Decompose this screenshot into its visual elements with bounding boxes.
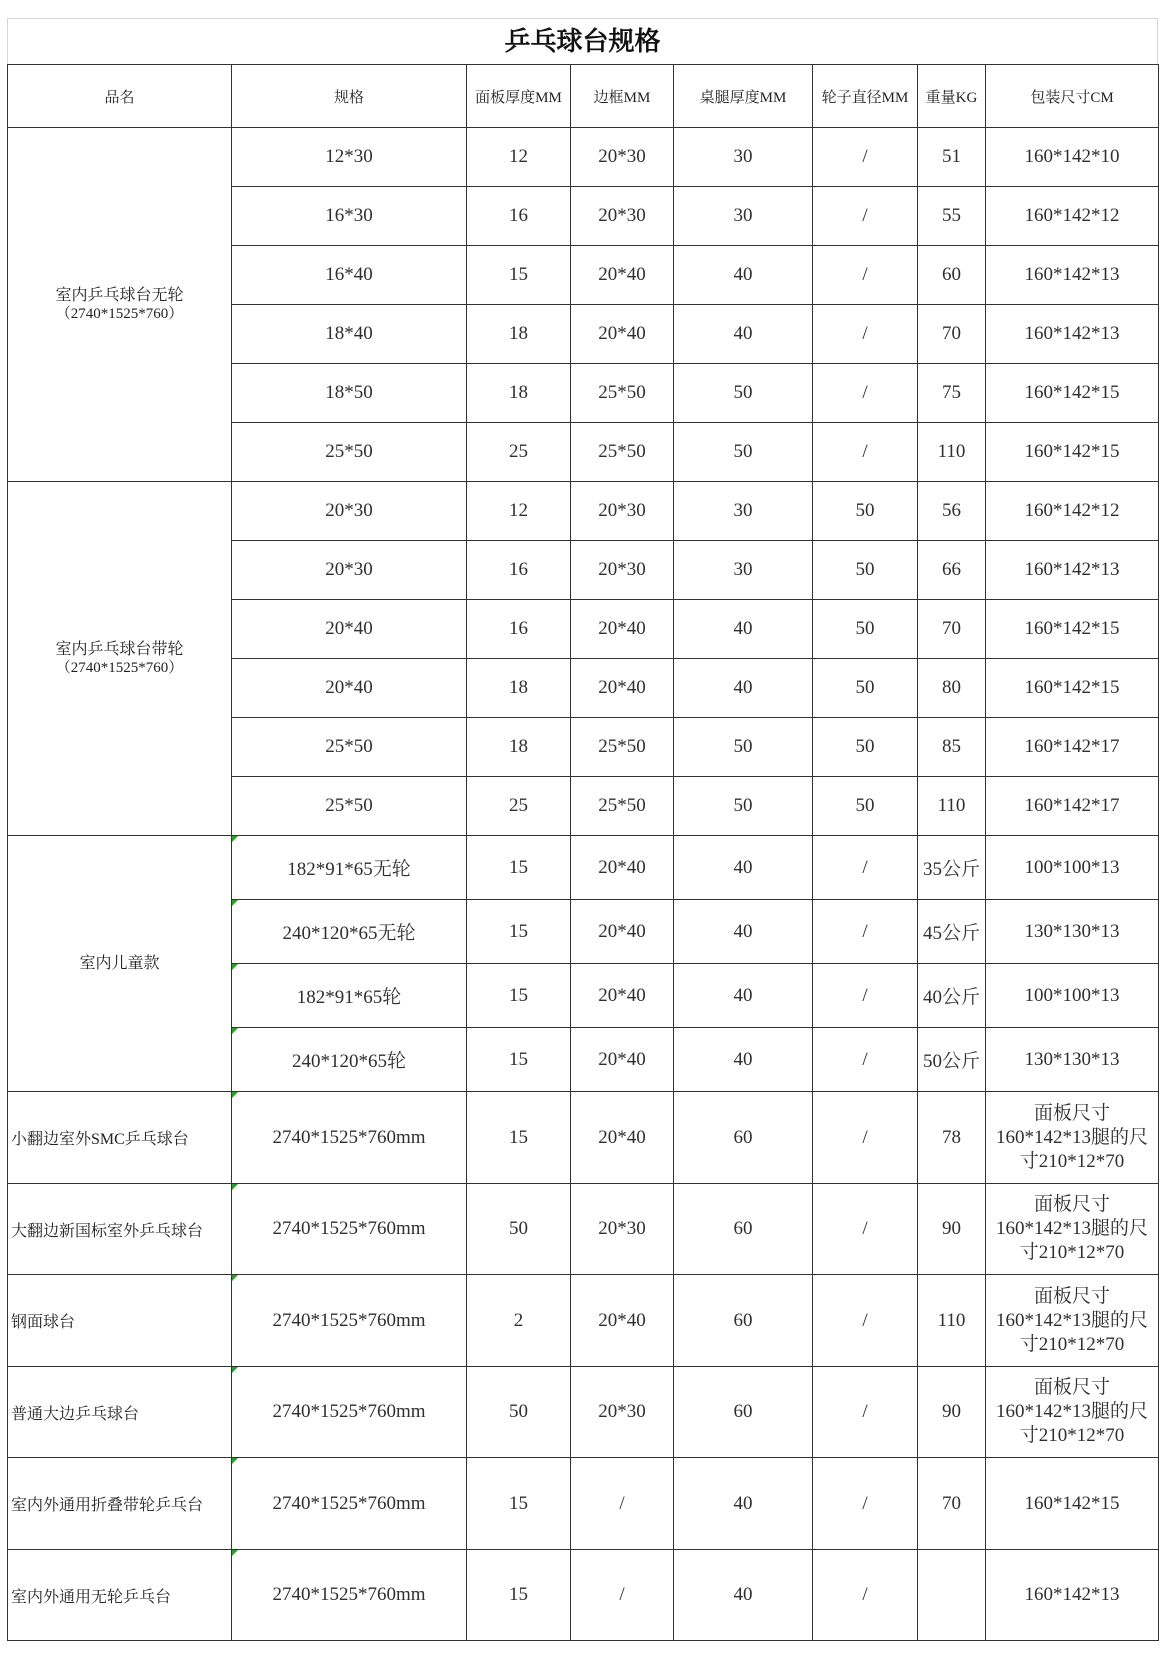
weight-cell: 78 — [918, 1092, 986, 1184]
spec-cell: 25*50 — [232, 423, 467, 482]
panel-thickness-cell: 16 — [467, 541, 571, 600]
spec-cell: 18*40 — [232, 305, 467, 364]
table-row — [8, 128, 1159, 187]
frame-cell: 20*30 — [571, 187, 674, 246]
frame-cell: / — [571, 1550, 674, 1641]
spec-cell: 2740*1525*760mm — [232, 1092, 467, 1184]
leg-thickness-cell: 40 — [674, 836, 813, 900]
header-product-name: 品名 — [8, 65, 232, 128]
header-panel-thickness: 面板厚度MM — [467, 65, 571, 128]
package-size-line: 160*142*13腿的尺 — [995, 1309, 1148, 1331]
header-frame: 边框MM — [571, 65, 674, 128]
spec-cell: 2740*1525*760mm — [232, 1550, 467, 1641]
package-size-cell: 160*142*17 — [986, 777, 1159, 836]
product-name: 室内外通用无轮乒乓台 — [11, 1588, 172, 1606]
panel-thickness-cell: 50 — [467, 1184, 571, 1275]
product-size-note: （2740*1525*760） — [55, 305, 184, 322]
panel-thickness-cell: 18 — [467, 659, 571, 718]
frame-cell: 20*40 — [571, 964, 674, 1028]
wheel-diameter-cell: / — [813, 187, 918, 246]
spec-cell: 25*50 — [232, 777, 467, 836]
package-size-cell: 100*100*13 — [986, 964, 1159, 1028]
table-body — [8, 128, 1159, 1641]
leg-thickness-cell: 60 — [674, 1184, 813, 1275]
frame-cell: 20*40 — [571, 305, 674, 364]
product-name-cell — [8, 1458, 232, 1550]
package-size-line: 面板尺寸 — [1033, 1285, 1110, 1307]
spec-cell: 16*30 — [232, 187, 467, 246]
frame-cell: 25*50 — [571, 718, 674, 777]
spec-cell: 182*91*65无轮 — [232, 836, 467, 900]
spec-cell: 240*120*65无轮 — [232, 900, 467, 964]
wheel-diameter-cell: 50 — [813, 777, 918, 836]
table-row — [8, 1275, 1159, 1367]
package-size-cell: 130*130*13 — [986, 900, 1159, 964]
package-size-cell: 160*142*12 — [986, 187, 1159, 246]
package-size-line: 160*142*13腿的尺 — [995, 1126, 1148, 1148]
table-row — [8, 482, 1159, 541]
panel-thickness-cell: 25 — [467, 777, 571, 836]
spec-cell: 20*40 — [232, 600, 467, 659]
wheel-diameter-cell: / — [813, 1458, 918, 1550]
package-size-cell — [986, 1092, 1159, 1184]
leg-thickness-cell: 30 — [674, 128, 813, 187]
product-name: 大翻边新国标室外乒乓球台 — [11, 1222, 204, 1240]
wheel-diameter-cell: / — [813, 964, 918, 1028]
frame-cell: 20*30 — [571, 1367, 674, 1458]
weight-cell: 75 — [918, 364, 986, 423]
product-name: 钢面球台 — [11, 1314, 76, 1331]
package-size-line: 寸210*12*70 — [1019, 1150, 1125, 1172]
header-spec: 规格 — [232, 65, 467, 128]
package-size-line: 面板尺寸 — [1033, 1102, 1110, 1124]
package-size-line: 寸210*12*70 — [1019, 1425, 1125, 1446]
weight-cell: 70 — [918, 1458, 986, 1550]
panel-thickness-cell: 15 — [467, 1458, 571, 1550]
leg-thickness-cell: 40 — [674, 1458, 813, 1550]
frame-cell: 20*40 — [571, 1028, 674, 1092]
spec-cell: 18*50 — [232, 364, 467, 423]
spec-cell: 12*30 — [232, 128, 467, 187]
product-size-note: （2740*1525*760） — [55, 659, 184, 676]
wheel-diameter-cell: / — [813, 1275, 918, 1367]
header-leg-thickness: 桌腿厚度MM — [674, 65, 813, 128]
spec-cell: 240*120*65轮 — [232, 1028, 467, 1092]
header-weight: 重量KG — [918, 65, 986, 128]
wheel-diameter-cell: 50 — [813, 718, 918, 777]
weight-cell: 85 — [918, 718, 986, 777]
header-wheel-diameter: 轮子直径MM — [813, 65, 918, 128]
wheel-diameter-cell: / — [813, 128, 918, 187]
package-size-cell: 160*142*13 — [986, 1550, 1159, 1641]
leg-thickness-cell: 40 — [674, 246, 813, 305]
package-size-cell: 160*142*15 — [986, 423, 1159, 482]
product-name-cell — [8, 1275, 232, 1367]
frame-cell: 20*40 — [571, 600, 674, 659]
package-size-cell — [986, 1367, 1159, 1458]
weight-cell: 90 — [918, 1367, 986, 1458]
frame-cell: 20*30 — [571, 541, 674, 600]
frame-cell: 20*30 — [571, 128, 674, 187]
weight-cell: 70 — [918, 305, 986, 364]
wheel-diameter-cell: 50 — [813, 659, 918, 718]
leg-thickness-cell: 60 — [674, 1275, 813, 1367]
table-row — [8, 836, 1159, 900]
table-row — [8, 1458, 1159, 1550]
panel-thickness-cell: 2 — [467, 1275, 571, 1367]
wheel-diameter-cell: / — [813, 1028, 918, 1092]
wheel-diameter-cell: / — [813, 900, 918, 964]
leg-thickness-cell: 50 — [674, 718, 813, 777]
spec-cell: 25*50 — [232, 718, 467, 777]
panel-thickness-cell: 12 — [467, 128, 571, 187]
leg-thickness-cell: 50 — [674, 777, 813, 836]
package-size-cell: 160*142*17 — [986, 718, 1159, 777]
leg-thickness-cell: 40 — [674, 964, 813, 1028]
panel-thickness-cell: 50 — [467, 1367, 571, 1458]
frame-cell: 25*50 — [571, 364, 674, 423]
frame-cell: 20*40 — [571, 836, 674, 900]
weight-cell: 56 — [918, 482, 986, 541]
leg-thickness-cell: 60 — [674, 1367, 813, 1458]
leg-thickness-cell: 60 — [674, 1092, 813, 1184]
spec-cell: 2740*1525*760mm — [232, 1184, 467, 1275]
package-size-cell — [986, 1184, 1159, 1275]
leg-thickness-cell: 40 — [674, 600, 813, 659]
product-name: 普通大边乒乓球台 — [11, 1405, 140, 1423]
leg-thickness-cell: 40 — [674, 1550, 813, 1641]
leg-thickness-cell: 30 — [674, 541, 813, 600]
package-size-line: 寸210*12*70 — [1019, 1333, 1125, 1355]
frame-cell: 25*50 — [571, 423, 674, 482]
weight-cell: 55 — [918, 187, 986, 246]
package-size-cell: 160*142*15 — [986, 659, 1159, 718]
weight-cell: 35公斤 — [918, 836, 986, 900]
panel-thickness-cell: 15 — [467, 836, 571, 900]
product-name-cell — [8, 1367, 232, 1458]
wheel-diameter-cell: / — [813, 1092, 918, 1184]
wheel-diameter-cell: 50 — [813, 541, 918, 600]
product-name-cell — [8, 482, 232, 836]
spec-cell: 20*30 — [232, 482, 467, 541]
frame-cell: 20*40 — [571, 659, 674, 718]
frame-cell: 20*40 — [571, 1092, 674, 1184]
product-name-cell — [8, 836, 232, 1092]
weight-cell: 110 — [918, 1275, 986, 1367]
frame-cell: 25*50 — [571, 777, 674, 836]
leg-thickness-cell: 30 — [674, 482, 813, 541]
spec-cell: 20*30 — [232, 541, 467, 600]
panel-thickness-cell: 12 — [467, 482, 571, 541]
package-size-cell: 160*142*10 — [986, 128, 1159, 187]
spec-cell: 2740*1525*760mm — [232, 1458, 467, 1550]
leg-thickness-cell: 40 — [674, 659, 813, 718]
package-size-line: 面板尺寸 — [1033, 1377, 1110, 1398]
package-size-cell: 130*130*13 — [986, 1028, 1159, 1092]
spec-cell: 182*91*65轮 — [232, 964, 467, 1028]
weight-cell: 51 — [918, 128, 986, 187]
leg-thickness-cell: 30 — [674, 187, 813, 246]
table-row — [8, 1550, 1159, 1641]
wheel-diameter-cell: 50 — [813, 600, 918, 659]
table-row — [8, 1184, 1159, 1275]
weight-cell: 110 — [918, 423, 986, 482]
package-size-cell — [986, 1275, 1159, 1367]
frame-cell: 20*30 — [571, 482, 674, 541]
package-size-cell: 160*142*13 — [986, 246, 1159, 305]
weight-cell: 60 — [918, 246, 986, 305]
wheel-diameter-cell: / — [813, 305, 918, 364]
panel-thickness-cell: 18 — [467, 718, 571, 777]
frame-cell: / — [571, 1458, 674, 1550]
panel-thickness-cell: 18 — [467, 364, 571, 423]
table-row — [8, 1092, 1159, 1184]
weight-cell: 40公斤 — [918, 964, 986, 1028]
product-name: 室内儿童款 — [79, 955, 160, 972]
product-name: 室内乒乓球台带轮 — [55, 640, 184, 658]
panel-thickness-cell: 18 — [467, 305, 571, 364]
weight-cell: 50公斤 — [918, 1028, 986, 1092]
package-size-cell: 160*142*15 — [986, 364, 1159, 423]
wheel-diameter-cell: / — [813, 836, 918, 900]
package-size-cell: 160*142*13 — [986, 541, 1159, 600]
package-size-line: 160*142*13腿的尺 — [995, 1401, 1148, 1422]
weight-cell: 110 — [918, 777, 986, 836]
spec-table — [7, 64, 1159, 1641]
panel-thickness-cell: 15 — [467, 1028, 571, 1092]
product-name: 室内乒乓球台无轮 — [55, 286, 184, 304]
product-name-cell — [8, 1550, 232, 1641]
spec-cell: 16*40 — [232, 246, 467, 305]
leg-thickness-cell: 40 — [674, 305, 813, 364]
header-package-size: 包装尺寸CM — [986, 65, 1159, 128]
weight-cell: 45公斤 — [918, 900, 986, 964]
frame-cell: 20*30 — [571, 1184, 674, 1275]
panel-thickness-cell: 25 — [467, 423, 571, 482]
package-size-cell: 160*142*13 — [986, 305, 1159, 364]
frame-cell: 20*40 — [571, 246, 674, 305]
frame-cell: 20*40 — [571, 900, 674, 964]
spec-cell: 2740*1525*760mm — [232, 1275, 467, 1367]
package-size-line: 寸210*12*70 — [1019, 1242, 1125, 1263]
package-size-line: 面板尺寸 — [1033, 1194, 1110, 1215]
weight-cell: 66 — [918, 541, 986, 600]
panel-thickness-cell: 15 — [467, 1092, 571, 1184]
leg-thickness-cell: 40 — [674, 1028, 813, 1092]
panel-thickness-cell: 15 — [467, 1550, 571, 1641]
wheel-diameter-cell: / — [813, 423, 918, 482]
header-row — [8, 65, 1159, 128]
product-name: 小翻边室外SMC乒乓球台 — [11, 1131, 189, 1148]
wheel-diameter-cell: 50 — [813, 482, 918, 541]
panel-thickness-cell: 16 — [467, 187, 571, 246]
sheet-title: 乒乓球台规格 — [7, 18, 1158, 64]
spec-cell: 2740*1525*760mm — [232, 1367, 467, 1458]
package-size-cell: 160*142*12 — [986, 482, 1159, 541]
product-name-cell — [8, 1184, 232, 1275]
product-name-cell — [8, 128, 232, 482]
panel-thickness-cell: 15 — [467, 900, 571, 964]
wheel-diameter-cell: / — [813, 1184, 918, 1275]
wheel-diameter-cell: / — [813, 364, 918, 423]
package-size-line: 160*142*13腿的尺 — [995, 1218, 1148, 1239]
spec-cell: 20*40 — [232, 659, 467, 718]
product-name: 室内外通用折叠带轮乒乓台 — [11, 1497, 204, 1514]
wheel-diameter-cell: / — [813, 1550, 918, 1641]
weight-cell — [918, 1550, 986, 1641]
leg-thickness-cell: 40 — [674, 900, 813, 964]
panel-thickness-cell: 16 — [467, 600, 571, 659]
weight-cell: 70 — [918, 600, 986, 659]
panel-thickness-cell: 15 — [467, 964, 571, 1028]
package-size-cell: 160*142*15 — [986, 1458, 1159, 1550]
wheel-diameter-cell: / — [813, 246, 918, 305]
weight-cell: 80 — [918, 659, 986, 718]
weight-cell: 90 — [918, 1184, 986, 1275]
leg-thickness-cell: 50 — [674, 364, 813, 423]
frame-cell: 20*40 — [571, 1275, 674, 1367]
package-size-cell: 100*100*13 — [986, 836, 1159, 900]
package-size-cell: 160*142*15 — [986, 600, 1159, 659]
panel-thickness-cell: 15 — [467, 246, 571, 305]
leg-thickness-cell: 50 — [674, 423, 813, 482]
product-name-cell — [8, 1092, 232, 1184]
wheel-diameter-cell: / — [813, 1367, 918, 1458]
table-row — [8, 1367, 1159, 1458]
